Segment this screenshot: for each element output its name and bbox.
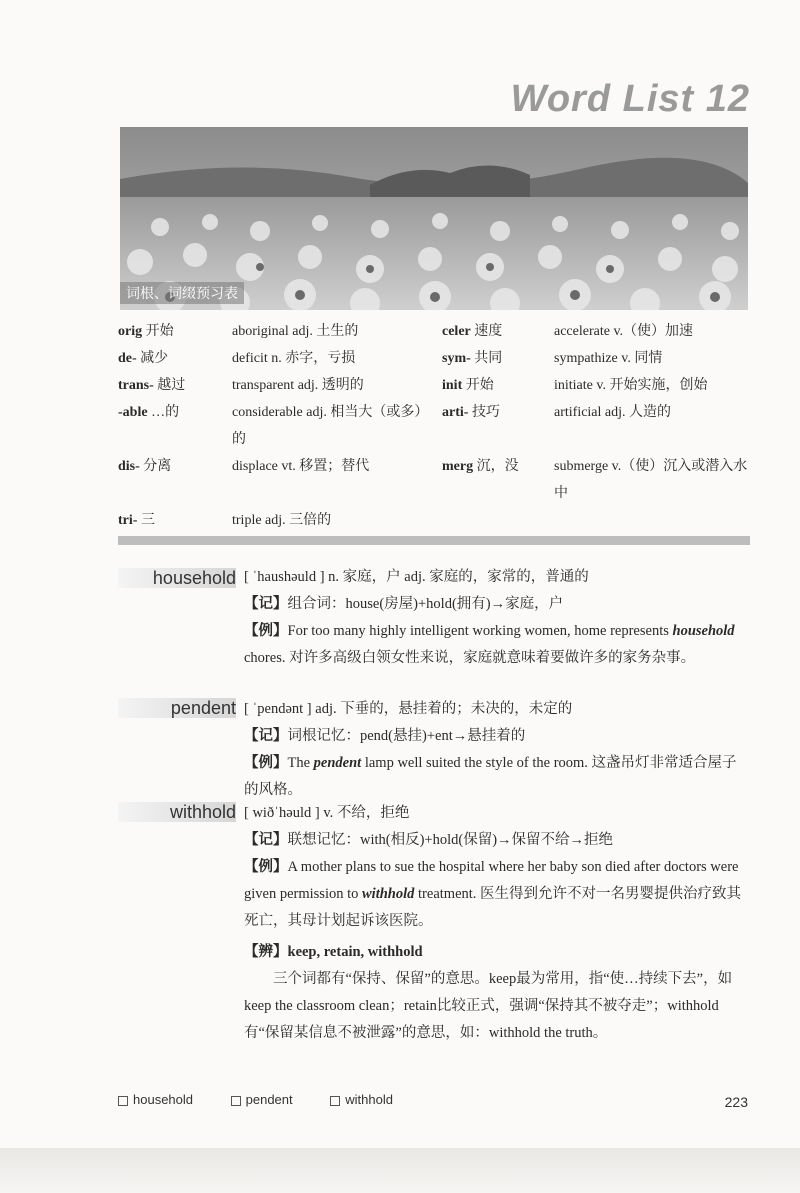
root: merg [442,459,474,474]
table-bottom-bar [118,536,750,545]
memory-note: 【记】组合词：house(房屋)+hold(拥有)→家庭，户 [244,596,564,612]
page-title: Word List 12 [510,78,750,120]
root-meaning: 三 [137,513,155,528]
entry-body [244,696,749,804]
root-example: deficit n. 赤字，亏损 [232,351,356,366]
checkbox-icon[interactable] [118,1096,128,1106]
sunflower-banner [120,127,748,310]
headword: household [152,568,236,588]
root-meaning: 减少 [136,351,169,366]
distinction-heading: 【辨】keep, retain, withhold [244,944,423,960]
checkbox-icon[interactable] [330,1096,340,1106]
entry-body [244,800,749,1047]
root-meaning: 沉，没 [473,459,519,474]
root: trans- [118,378,154,393]
headword: pendent [170,698,236,718]
headword: withhold [169,802,236,822]
root: dis- [118,459,140,474]
root-example: initiate v. 开始实施，创始 [554,378,708,393]
root: celer [442,324,471,339]
phonetic-definition: [ ˈhaushəuld ] n. 家庭，户 adj. 家庭的，家常的，普通的 [244,569,589,585]
root-row [118,507,750,534]
root: de- [118,351,137,366]
root-example: aboriginal adj. 土生的 [232,324,359,339]
root: init [442,378,463,393]
page-footer [118,1092,748,1110]
root-meaning: …的 [147,405,180,420]
footer-checkbox-item[interactable]: pendent [231,1092,293,1107]
memory-note: 【记】联想记忆：with(相反)+hold(保留)→保留不给→拒绝 [244,832,614,848]
root-row [118,345,750,372]
page-edge-shadow [0,1148,800,1193]
checkbox-icon[interactable] [231,1096,241,1106]
root-example: considerable adj. 相当大（或多）的 [232,405,429,447]
root-meaning: 技巧 [468,405,500,420]
phonetic-definition: [ ˈpendənt ] adj. 下垂的，悬挂着的；未决的，未定的 [244,701,573,717]
root-row [118,453,750,507]
root-preview-table [118,318,750,534]
root-meaning: 越过 [153,378,186,393]
root-row [118,372,750,399]
root: -able [118,405,148,420]
memory-note: 【记】词根记忆：pend(悬挂)+ent→悬挂着的 [244,728,526,744]
root-meaning: 开始 [142,324,174,339]
example: 【例】The pendent lamp well suited the style of the room. 这盏吊灯非常适合屋子的风格。 [244,755,737,798]
root-row [118,318,750,345]
root: tri- [118,513,138,528]
root: sym- [442,351,471,366]
root: arti- [442,405,469,420]
phonetic-definition: [ wiðˈhəuld ] v. 不给，拒绝 [244,805,410,821]
root-example: triple adj. 三倍的 [232,513,332,528]
footer-checkbox-item[interactable]: household [118,1092,193,1107]
banner-label: 词根、词缀预习表 [120,282,244,304]
root-example: displace vt. 移置；替代 [232,459,370,474]
root-row [118,399,750,453]
root-meaning: 共同 [470,351,503,366]
page-number: 223 [724,1094,748,1110]
root-meaning: 开始 [462,378,494,393]
example: 【例】A mother plans to sue the hospital where her baby son died after doctors were given permission to withhold treatment. 医生得到允许不对一名男婴提供治疗致其死亡，其母计划起诉该医院。 [244,859,742,929]
root-example: accelerate v.（使）加速 [554,324,694,339]
entry-body [244,564,749,672]
root-example: submerge v.（使）沉入或潜入水中 [554,459,748,501]
root: orig [118,324,143,339]
root-meaning: 分离 [139,459,172,474]
root-example: artificial adj. 人造的 [554,405,672,420]
root-example: sympathize v. 同情 [554,351,663,366]
root-meaning: 速度 [470,324,503,339]
footer-checkbox-item[interactable]: withhold [330,1092,393,1107]
distinction-text: 三个词都有“保持、保留”的意思。keep最为常用，指“使…持续下去”，如keep the classroom clean；retain比较正式，强调“保持其不被夺走”；withhold有“保留某信息不被泄露”的意思，如：withhold the truth。 [244,971,733,1041]
example: 【例】For too many highly intelligent working women, home represents household chores. 对许多高级白领女性来说，家庭就意味着要做许多的家务杂事。 [244,623,735,666]
root-example: transparent adj. 透明的 [232,378,364,393]
